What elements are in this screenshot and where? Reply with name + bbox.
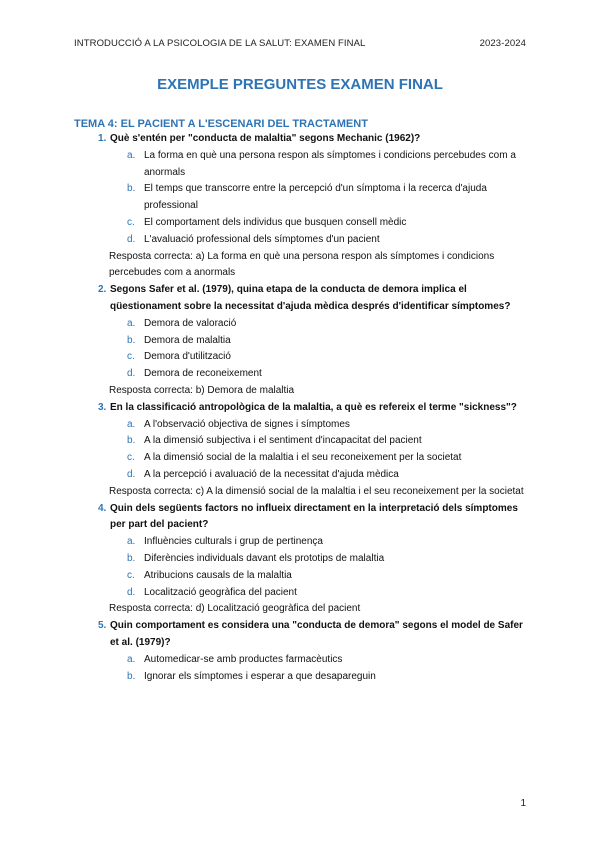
option-letter — [74, 366, 144, 383]
option-text: Diferències individuals davant els prototips de malaltia — [144, 552, 385, 564]
answer-option — [74, 551, 534, 568]
option-letter — [74, 433, 144, 450]
question-number-label: 4. — [98, 502, 107, 514]
question-text: Quin dels següents factors no influeix directament en la interpretació dels símptomes per part del pacient? — [110, 502, 518, 531]
option-letter — [74, 181, 144, 215]
question-number — [74, 618, 110, 652]
option-letter-label: d. — [127, 233, 136, 245]
question-number — [74, 400, 110, 417]
question-heading — [74, 131, 534, 148]
answer-option — [74, 433, 534, 450]
option-text: La forma en què una persona respon als símptomes i condicions percebudes com a anormals — [144, 149, 516, 178]
page-title: EXEMPLE PREGUNTES EXAMEN FINAL — [157, 76, 443, 93]
option-letter — [74, 148, 144, 182]
answer-option — [74, 366, 534, 383]
answer-option — [74, 148, 534, 182]
question-heading — [74, 618, 534, 652]
question-text: En la classificació antropològica de la malaltia, a què es refereix el terme "sickness"? — [110, 401, 517, 413]
academic-year: 2023-2024 — [479, 38, 526, 49]
option-letter-label: b. — [127, 552, 136, 564]
question-text: Quin comportament es considera una "conducta de demora" segons el model de Safer et al. (1979)? — [110, 620, 523, 648]
answer-option — [74, 534, 534, 551]
option-letter-label: a. — [127, 149, 136, 161]
option-letter — [74, 585, 144, 602]
correct-answer: Resposta correcta: b) Demora de malaltia — [109, 384, 295, 396]
option-letter-label: d. — [127, 368, 136, 380]
option-text: L'avaluació professional dels símptomes d'un pacient — [144, 233, 380, 245]
option-letter-label: a. — [127, 418, 136, 430]
option-text: Demora de valoració — [144, 317, 237, 329]
option-letter-label: d. — [127, 586, 136, 598]
option-letter-label: b. — [127, 183, 136, 195]
answer-option — [74, 232, 534, 249]
question-number-label: 3. — [98, 401, 107, 413]
option-text: A la percepció i avaluació de la necessitat d'ajuda mèdica — [144, 468, 399, 480]
option-text: Ignorar els símptomes i esperar a que desapareguin — [144, 670, 376, 682]
option-letter-label: a. — [127, 536, 136, 548]
option-letter — [74, 467, 144, 484]
question-heading — [74, 282, 534, 316]
answer-option — [74, 316, 534, 333]
option-letter — [74, 349, 144, 366]
option-letter-label: c. — [127, 216, 135, 228]
option-text: Atribucions causals de la malaltia — [144, 569, 292, 581]
option-text: Automedicar-se amb productes farmacèutics — [144, 653, 343, 665]
option-text: Demora d'utilització — [144, 351, 231, 363]
question-item — [74, 400, 534, 501]
option-letter — [74, 652, 144, 669]
option-text: Influències culturals i grup de pertinença — [144, 536, 323, 548]
question-heading — [74, 501, 534, 535]
option-letter — [74, 215, 144, 232]
question-number-label: 1. — [98, 133, 107, 144]
option-letter — [74, 333, 144, 350]
answer-option — [74, 669, 534, 686]
option-letter-label: d. — [127, 468, 136, 480]
question-list — [74, 131, 534, 685]
option-text: A l'observació objectiva de signes i símptomes — [144, 418, 350, 430]
question-heading — [74, 400, 534, 417]
correct-answer: Resposta correcta: a) La forma en què una persona respon als símptomes i condicions percebudes com a anormals — [109, 250, 495, 279]
option-text: Demora de malaltia — [144, 334, 231, 346]
option-letter-label: c. — [127, 452, 135, 464]
option-letter — [74, 669, 144, 686]
page-header — [74, 38, 526, 49]
answer-option — [74, 450, 534, 467]
option-text: Demora de reconeixement — [144, 368, 262, 380]
option-text: Localització geogràfica del pacient — [144, 586, 297, 598]
answer-option — [74, 417, 534, 434]
question-item — [74, 282, 534, 400]
option-letter — [74, 316, 144, 333]
option-letter — [74, 232, 144, 249]
option-text: El temps que transcorre entre la percepció d'un símptoma i la recerca d'ajuda professional — [144, 183, 487, 212]
answer-option — [74, 215, 534, 232]
option-letter-label: b. — [127, 435, 136, 447]
option-letter — [74, 568, 144, 585]
question-text: Segons Safer et al. (1979), quina etapa de la conducta de demora implica el qüestionament sobre la necessitat d'ajuda mèdica després d'identificar símptomes? — [110, 284, 511, 312]
option-letter — [74, 450, 144, 467]
option-letter-label: c. — [127, 351, 135, 363]
page-number: 1 — [520, 798, 526, 809]
question-number-label: 2. — [98, 284, 107, 296]
option-text: El comportament dels individus que busquen consell mèdic — [144, 216, 407, 228]
question-item — [74, 501, 534, 619]
option-letter — [74, 551, 144, 568]
question-item — [74, 618, 534, 685]
question-item — [74, 131, 534, 282]
option-letter-label: c. — [127, 569, 135, 581]
option-letter-label: a. — [127, 317, 136, 329]
question-number — [74, 501, 110, 535]
option-letter-label: b. — [127, 334, 136, 346]
option-text: A la dimensió subjectiva i el sentiment d'incapacitat del pacient — [144, 435, 422, 447]
answer-option — [74, 568, 534, 585]
correct-answer: Resposta correcta: c) A la dimensió social de la malaltia i el seu reconeixement per la societat — [109, 485, 524, 497]
question-number — [74, 282, 110, 316]
option-letter-label: a. — [127, 653, 136, 665]
section-heading: TEMA 4: EL PACIENT A L'ESCENARI DEL TRACTAMENT — [74, 118, 368, 130]
course-title: INTRODUCCIÓ A LA PSICOLOGIA DE LA SALUT: EXAMEN FINAL — [74, 38, 366, 49]
option-letter — [74, 417, 144, 434]
option-letter-label: b. — [127, 670, 136, 682]
correct-answer: Resposta correcta: d) Localització geogràfica del pacient — [109, 603, 361, 615]
answer-option — [74, 181, 534, 215]
question-number-label: 5. — [98, 620, 107, 632]
option-letter — [74, 534, 144, 551]
question-number — [74, 131, 110, 148]
answer-option — [74, 585, 534, 602]
answer-option — [74, 467, 534, 484]
answer-option — [74, 652, 534, 669]
option-text: A la dimensió social de la malaltia i el seu reconeixement per la societat — [144, 452, 462, 464]
answer-option — [74, 349, 534, 366]
question-text: Què s'entén per "conducta de malaltia" segons Mechanic (1962)? — [110, 133, 421, 144]
answer-option — [74, 333, 534, 350]
